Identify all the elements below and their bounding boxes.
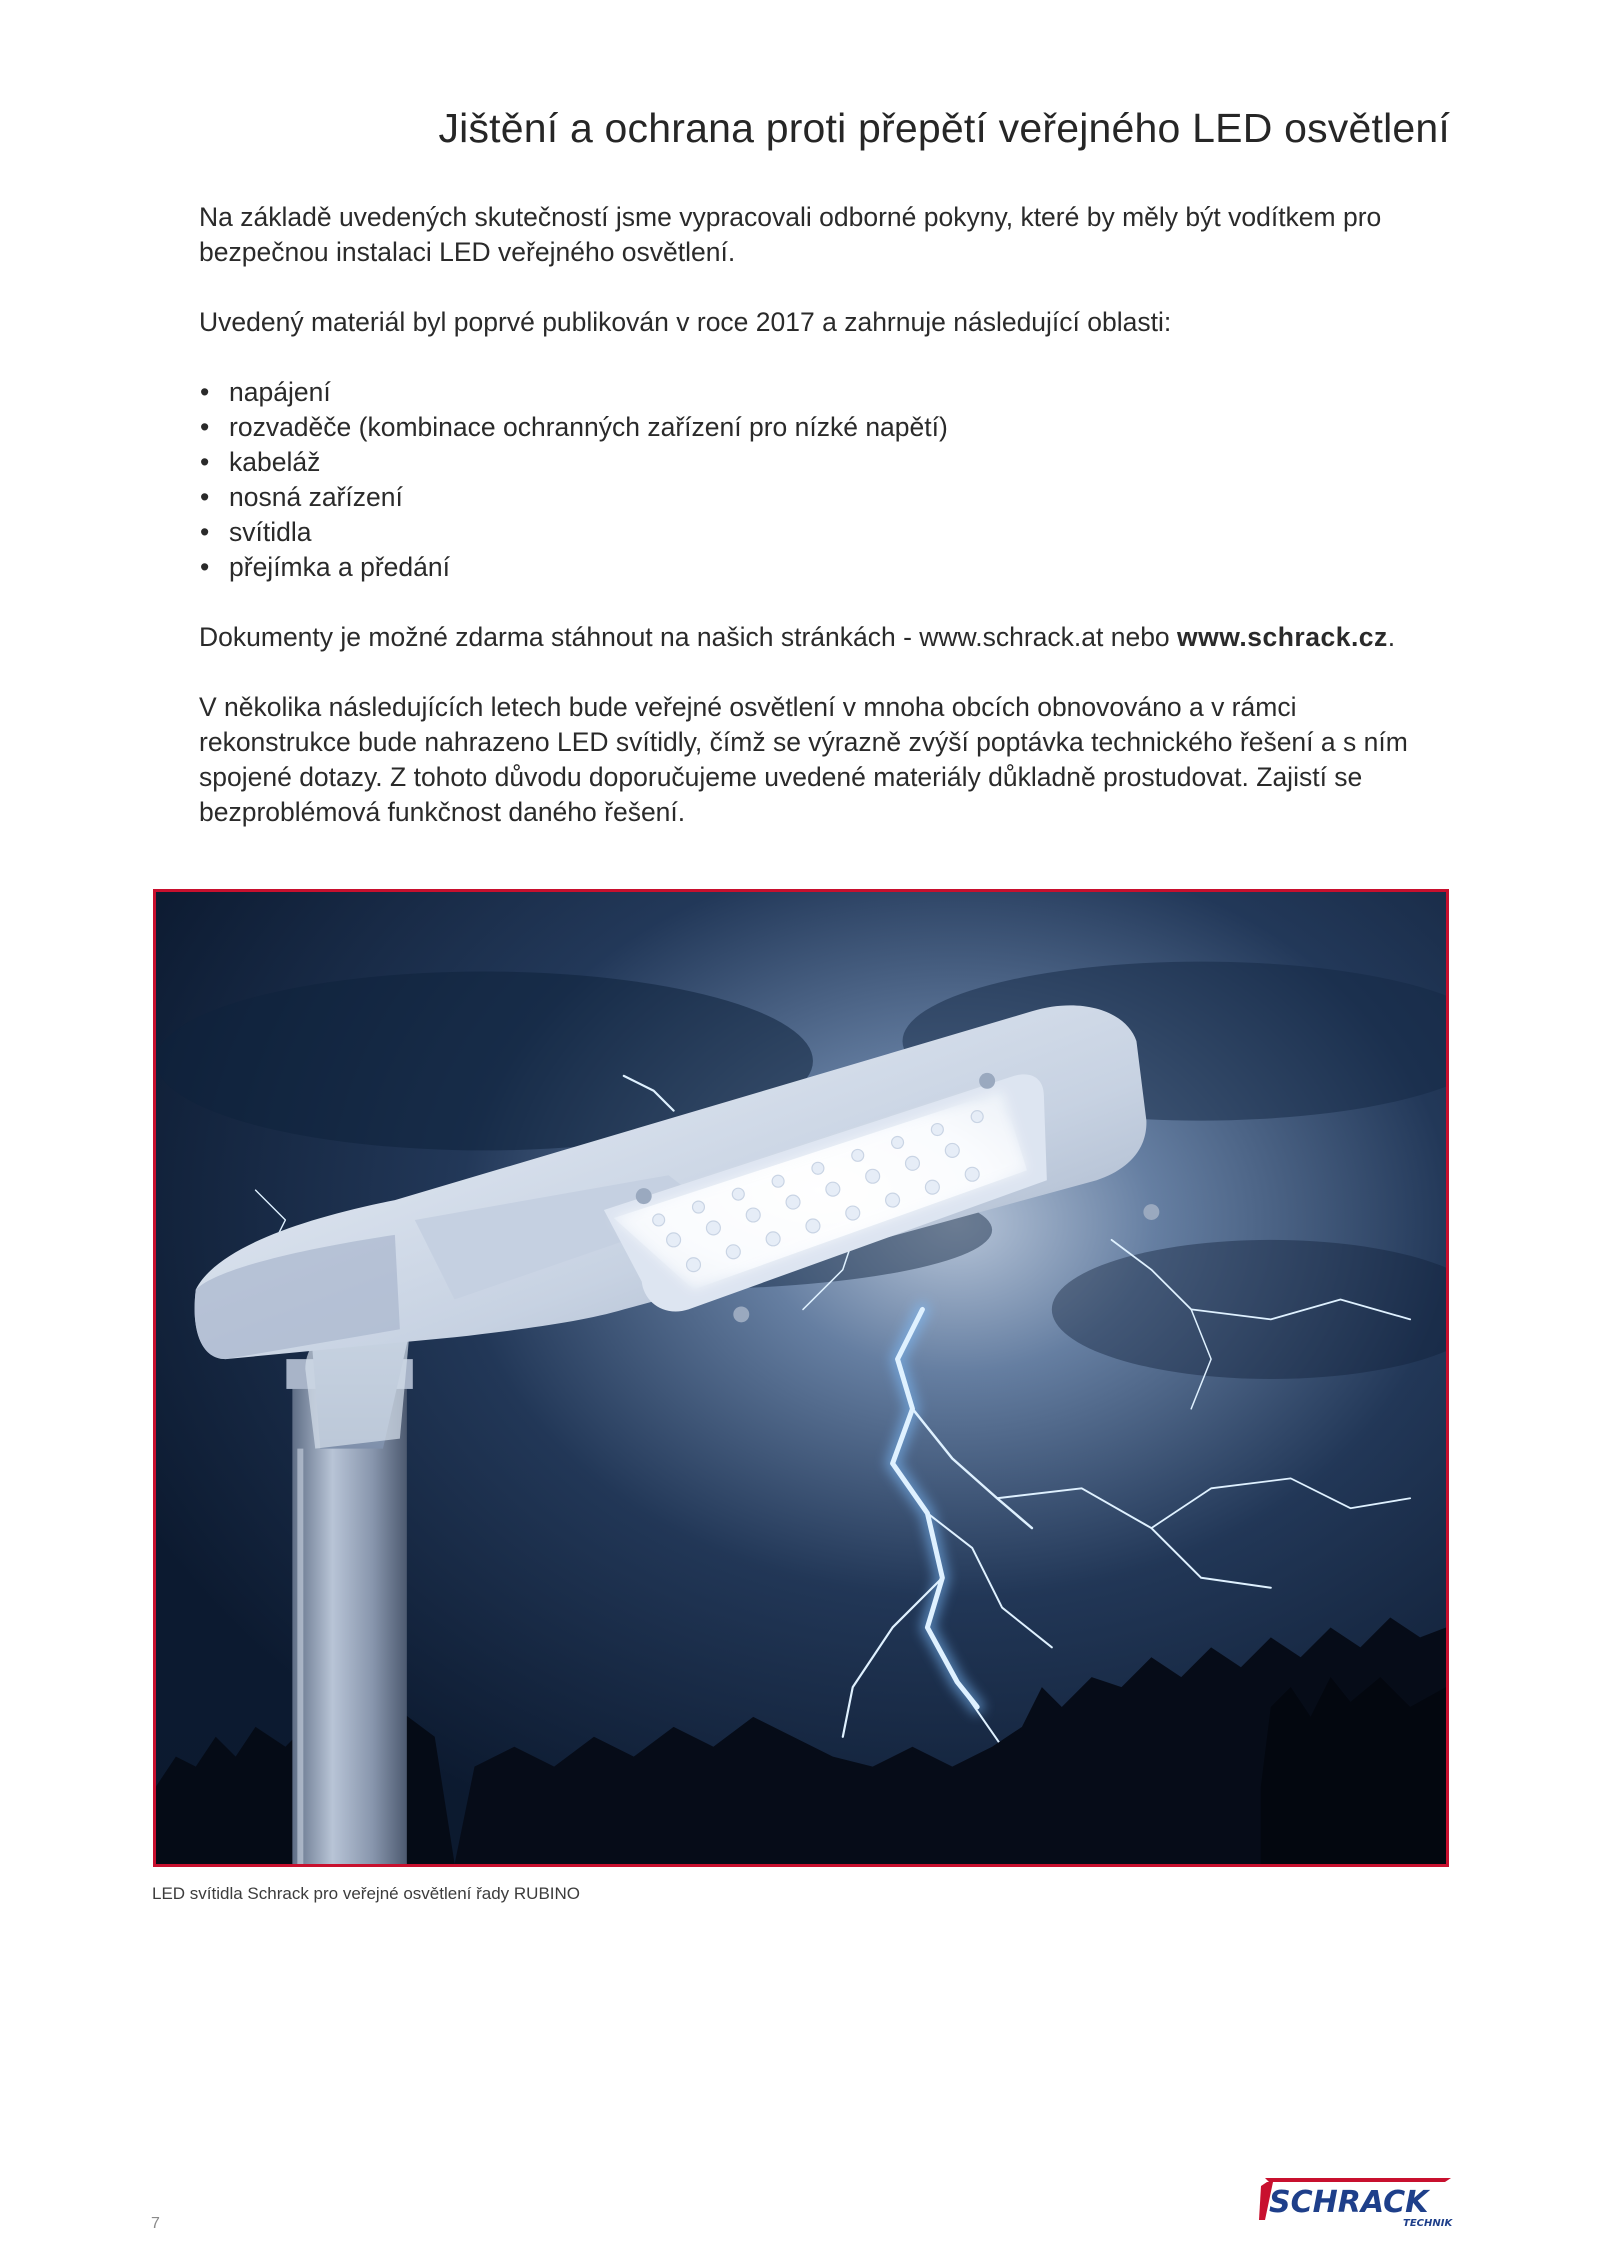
photo-illustration	[156, 892, 1446, 1864]
page-title: Jištění a ochrana proti přepětí veřejného LED osvětlení	[438, 105, 1450, 152]
logo-wordmark: SCHRACK	[1269, 2185, 1429, 2220]
schrack-cz-link[interactable]: www.schrack.cz	[1177, 622, 1388, 652]
published-paragraph: Uvedený materiál byl poprvé publikován v roce 2017 a zahrnuje následující oblasti:	[199, 307, 1172, 337]
photo-caption: LED svítidla Schrack pro veřejné osvětlení řady RUBINO	[152, 1884, 581, 1903]
body-text	[199, 200, 1449, 865]
intro-paragraph: Na základě uvedených skutečností jsme vypracovali odborné pokyny, které by měly být vodítkem pro bezpečnou instalaci LED veřejného osvětlení.	[199, 202, 1382, 267]
list-item: • napájení	[199, 375, 1449, 410]
topics-list	[199, 375, 1449, 585]
list-item: • kabeláž	[199, 445, 1449, 480]
streetlight-lightning-photo	[153, 889, 1449, 1867]
download-end: .	[1387, 622, 1396, 652]
outlook-paragraph: V několika následujících letech bude veřejné osvětlení v mnoha obcích obnovováno a v rámci rekonstrukce bude nahrazeno LED svítidly, čímž se výrazně zvýší poptávka technického řešení a s ním spojené dotazy. Z tohoto důvodu doporučujeme uvedené materiály důkladně prostudovat. Zajistí se bezproblémová funkčnost daného řešení.	[199, 692, 1408, 827]
page-number: 7	[151, 2215, 160, 2232]
download-text: Dokumenty je možné zdarma stáhnout na našich stránkách - www.schrack.at nebo	[199, 622, 1178, 652]
list-item: • svítidla	[199, 515, 1449, 550]
schrack-logo	[1255, 2172, 1455, 2230]
list-item: • rozvaděče (kombinace ochranných zařízení pro nízké napětí)	[199, 410, 1449, 445]
logo-subtext: TECHNIK	[1403, 2218, 1453, 2229]
schrack-logo-graphic	[1255, 2172, 1455, 2230]
list-item: • přejímka a předání	[199, 550, 1449, 585]
list-item: • nosná zařízení	[199, 480, 1449, 515]
download-paragraph	[199, 620, 1449, 655]
